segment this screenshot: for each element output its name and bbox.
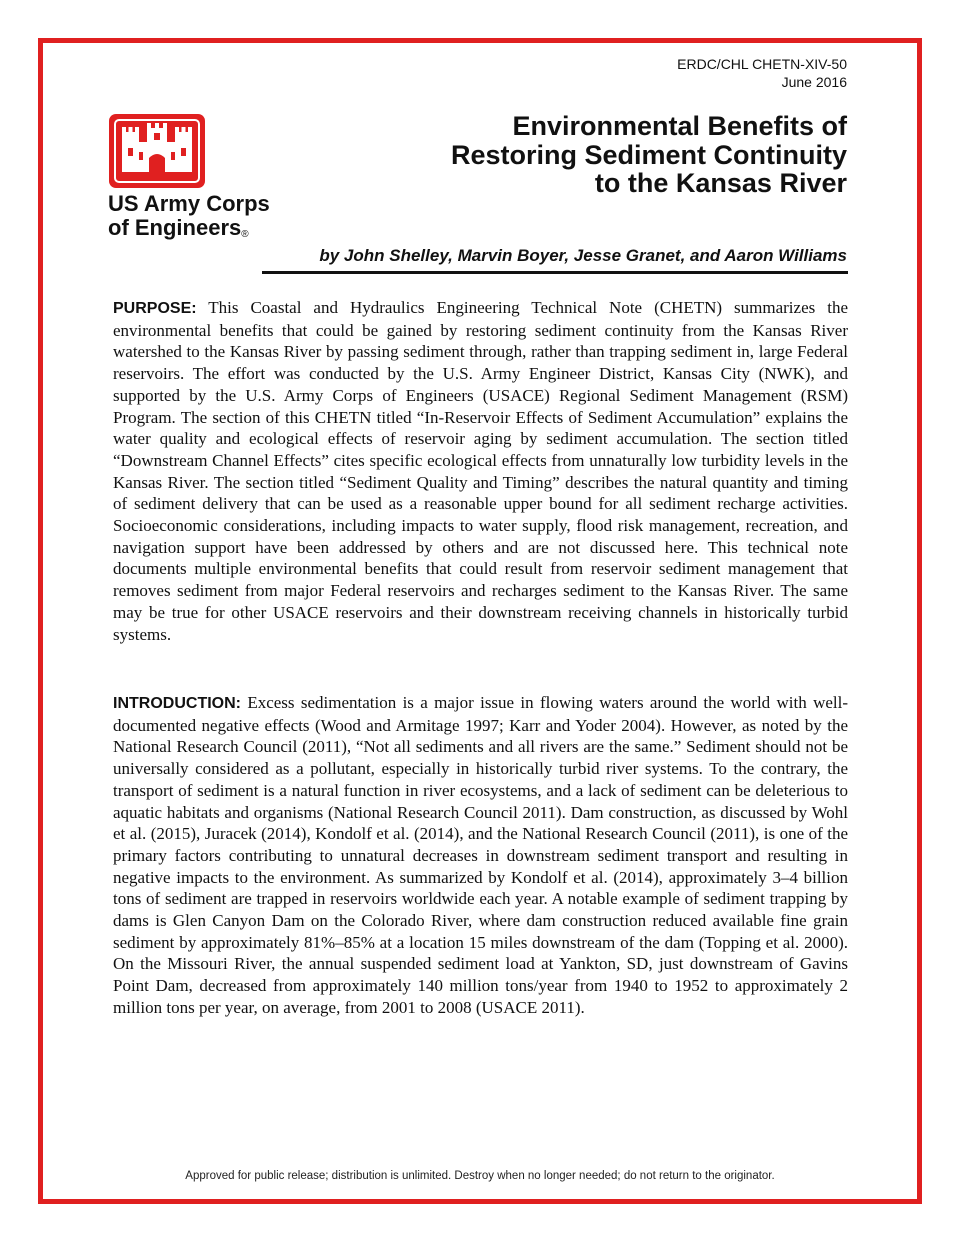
introduction-label: INTRODUCTION: bbox=[113, 695, 241, 712]
title-divider bbox=[262, 271, 848, 274]
title-line-3: to the Kansas River bbox=[594, 168, 847, 198]
purpose-text: This Coastal and Hydraulics Engineering Technical Note (CHETN) summarizes the environmental benefits that could be gained by restoring sediment continuity from the Kansas River watershed to the Kansas River by passing sediment through, rather than trapping sediment in, large Federal reservoirs. The effort was conducted by the U.S. Army Engineer District, Kansas City (NWK), and supported by the U.S. Army Corps of Engineers (USACE) Regional Sediment Management (RSM) Program. The section of this CHETN titled “In-Reservoir Effects of Sediment Accumulation” explains the water quality and ecological effects of reservoir aging by sediment accumulation. The section titled “Downstream Channel Effects” cites specific ecological effects from unnaturally low turbidity levels in the Kansas River. The section titled “Sediment Quality and Timing” describes the natural quantity and timing of sediment delivery that can be used as a reasonable upper bound for all sediment recharge activities. Socioeconomic considerations, including impacts to water supply, flood risk management, recreation, and navigation support have been addressed by others and are not discussed here. This technical note documents multiple environmental benefits that could result from reservoir sediment management that removes sediment from major Federal reservoirs and recharges sediment to the Kansas River. The same may be true for other USACE reservoirs and their downstream receiving channels in historically turbid systems. bbox=[113, 298, 848, 644]
registered-mark: ® bbox=[241, 229, 249, 240]
document-date: June 2016 bbox=[781, 74, 847, 90]
title-line-2: Restoring Sediment Continuity bbox=[450, 139, 847, 170]
document-title bbox=[367, 112, 847, 198]
document-header bbox=[677, 55, 847, 91]
title-line-1: Environmental Benefits of bbox=[512, 111, 847, 141]
agency-name-line1: US Army Corps bbox=[108, 191, 270, 216]
usace-castle-logo bbox=[109, 114, 205, 188]
introduction-text: Excess sedimentation is a major issue in flowing waters around the world with well-documented negative effects (Wood and Armitage 1997; Karr and Yoder 2004). However, as noted by the National Research Council (2011), “Not all sediments and all rivers are the same.” Sediment should not be universally considered as a pollutant, especially in historically turbid river systems. To the contrary, the transport of sediment is a natural function in river ecosystems, and a lack of sediment can be deleterious to aquatic habitats and organisms (National Research Council 2011). Dam construction, as discussed by Wohl et al. (2015), Juracek (2014), Kondolf et al. (2014), and the National Research Council (2011), is one of the primary factors contributing to unnatural decreases in downstream sediment transport and resulting in negative impacts to the environment. As summarized by Kondolf et al. (2014), approximately 3–4 billion tons of sediment are trapped in reservoirs worldwide each year. A notable example of sediment trapping by dams is Glen Canyon Dam on the Colorado River, where dam construction reduced available fine grain sediment by approximately 81%–85% at a location 15 miles downstream of the dam (Topping et al. 2000). On the Missouri River, the annual suspended sediment load at Yankton, SD, just downstream of Gavins Point Dam, decreased from approximately 140 million tons/year from 1940 to 1952 to approximately 2 million tons per year, on average, from 2001 to 2008 (USACE 2011). bbox=[113, 693, 848, 1017]
purpose-paragraph bbox=[113, 297, 848, 645]
agency-name-line2: of Engineers bbox=[108, 215, 242, 240]
document-number: ERDC/CHL CHETN-XIV-50 bbox=[677, 56, 847, 72]
author-byline: by John Shelley, Marvin Boyer, Jesse Granet, and Aaron Williams bbox=[319, 246, 847, 265]
agency-wordmark bbox=[108, 192, 270, 247]
distribution-statement: Approved for public release; distribution is unlimited. Destroy when no longer needed; do not return to the originator. bbox=[185, 1170, 775, 1182]
introduction-paragraph bbox=[113, 692, 848, 1019]
purpose-label: PURPOSE: bbox=[113, 300, 197, 317]
